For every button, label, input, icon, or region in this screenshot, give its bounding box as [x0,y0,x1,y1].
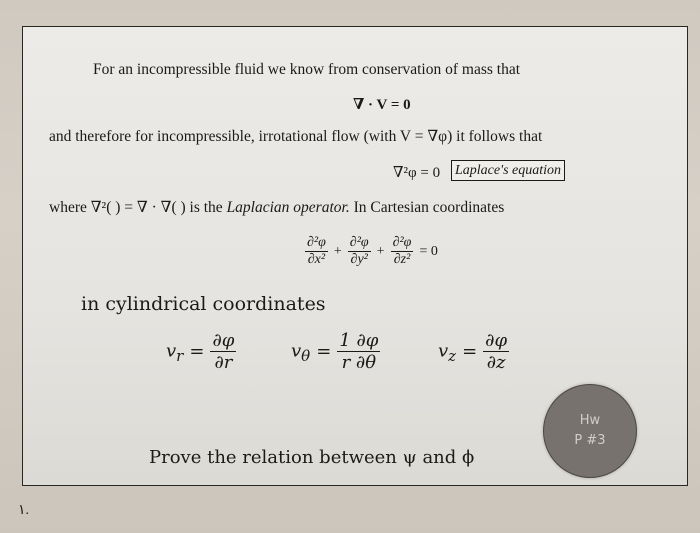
prove-relation-text: Prove the relation between ψ and ϕ [149,447,475,468]
cartesian-term-x: $\frac{\text{∂²φ}}{\text{∂x²}}$ [307,235,326,267]
homework-badge-label: Hw [579,413,601,428]
page-corner-mark: ١. [18,503,30,518]
laplacian-definition-line [49,198,504,217]
homework-badge [543,384,637,478]
laplacian-suffix: In Cartesian coordinates [349,199,505,216]
cartesian-term-y: $\frac{\text{∂²φ}}{\text{∂y²}}$ [349,235,369,267]
irrotational-line: and therefore for incompressible, irrotational flow (with V = ∇φ) it follows that [49,128,543,145]
cylindrical-coordinates-label: in cylindrical coordinates [81,293,326,315]
radial-velocity-equation: $v_r$ = $\frac{\partial\varphi}{\partial r}$ [166,330,235,373]
cartesian-term-z: $\frac{\text{∂²φ}}{\text{∂z²}}$ [392,235,412,267]
homework-badge-problem: P #3 [574,433,606,448]
laplace-equation: ∇²φ = 0 [393,165,441,181]
axial-velocity-equation: $v_z$ = $\frac{\partial\varphi}{\partial z}$ [438,330,508,373]
tangential-velocity-equation: $v_\theta$ = $\frac{1 \partial\varphi}{r \partial\theta}$ [291,330,379,373]
laplace-equation-label: Laplace's equation [451,160,565,181]
laplacian-prefix: where ∇²( ) = ∇ · ∇( ) is the [49,199,227,216]
document-card [22,26,688,486]
laplacian-operator-term: Laplacian operator. [226,199,350,216]
intro-line: For an incompressible fluid we know from conservation of mass that [93,61,521,78]
cartesian-laplace-equation: $\frac{\text{∂²φ}}{\text{∂x²}}$ + $\frac{\text{∂²φ}}{\text{∂y²}}$ + $\frac{\text{∂²φ}}{\text{∂z²}}$ = 0 [307,235,438,267]
continuity-equation: ∇ · V = 0 [353,97,411,113]
